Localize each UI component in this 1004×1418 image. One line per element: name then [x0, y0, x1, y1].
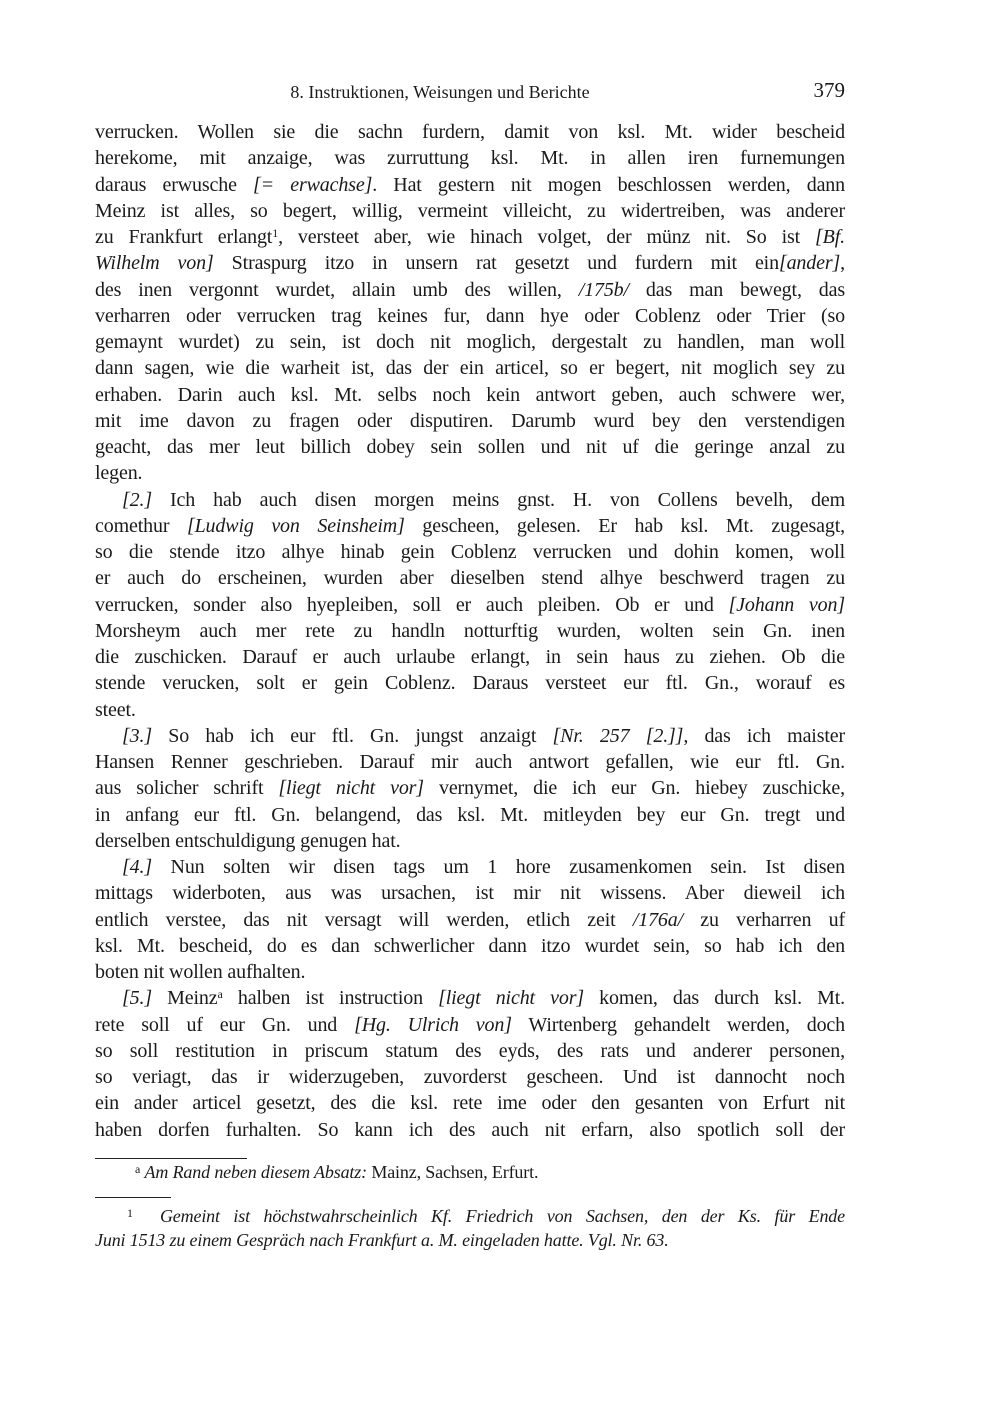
- text-line: [95, 644, 845, 670]
- text-segment: er auch do erscheinen, wurden aber dieselben stend alhye beschwerd tragen zu: [95, 567, 845, 590]
- text-line: [95, 382, 845, 408]
- text-line: [95, 355, 845, 381]
- paragraph: [95, 854, 845, 985]
- text-segment: in anfang eur ftl. Gn. belangend, das ksl. Mt. mitleyden bey eur Gn. tregt und: [95, 803, 845, 826]
- paragraph: [95, 487, 845, 723]
- text-segment: Meinz ist alles, so begert, willig, vermeint villeicht, zu widertreiben, was anderer: [95, 199, 845, 222]
- footnote-text-line: Juni 1513 zu einem Gespräch nach Frankfurt a. M. eingeladen hatte. Vgl. Nr. 63.: [95, 1230, 669, 1250]
- text-line: [95, 1064, 845, 1090]
- text-line: [95, 1012, 845, 1038]
- text-segment: boten nit wollen aufhalten.: [95, 961, 306, 983]
- text-segment: rete soll uf eur Gn. und: [95, 1013, 355, 1036]
- text-line: [95, 172, 845, 198]
- editorial-italic: [= erwachse]: [253, 173, 373, 196]
- text-line: [95, 303, 845, 329]
- text-segment: Morsheym auch mer rete zu handln notturftig wurden, wolten sein Gn. inen: [95, 619, 845, 642]
- editorial-italic: Wilhelm von]: [95, 252, 214, 275]
- editorial-italic: [Johann von]: [728, 593, 845, 616]
- text-segment: mit ime davon zu fragen oder disputiren. Darumb wurd bey den verstendigen: [95, 409, 845, 432]
- footnote-reference: a: [217, 987, 223, 1002]
- footnote-divider-textual: [95, 1158, 247, 1159]
- editorial-italic: /176a/: [632, 908, 684, 931]
- paragraph: [95, 723, 845, 854]
- text-segment: halben ist instruction: [222, 987, 439, 1010]
- editorial-italic: [Nr. 257 [2.]]: [552, 724, 684, 747]
- footnote-marker: 1: [127, 1206, 133, 1220]
- text-line: [95, 434, 845, 460]
- text-line: [95, 539, 845, 565]
- text-line: [95, 224, 845, 250]
- text-line: [95, 959, 845, 985]
- text-line: [95, 618, 845, 644]
- text-segment: verrucken, sonder also hyepleiben, soll er auch pleiben. Ob er und: [95, 593, 729, 616]
- text-segment: ksl. Mt. bescheid, do es dan schwerlicher dann itzo wurdet sein, so hab ich den: [95, 934, 845, 957]
- running-title: 8. Instruktionen, Weisungen und Berichte: [290, 82, 590, 102]
- text-segment: so soll restitution in priscum statum des eyds, des rats und anderer personen,: [95, 1039, 845, 1062]
- text-line: [95, 828, 845, 854]
- text-line: [95, 329, 845, 355]
- editorial-italic: [3.]: [122, 724, 152, 747]
- text-segment: comethur: [95, 514, 187, 537]
- text-line: [95, 775, 845, 801]
- page-number: 379: [813, 78, 845, 102]
- paragraph: [95, 119, 845, 487]
- text-segment: verrucken. Wollen sie die sachn furdern, damit von ksl. Mt. wider bescheid: [95, 121, 845, 143]
- text-segment: aus solicher schrift: [95, 777, 279, 800]
- text-segment: Straspurg itzo in unsern rat gesetzt und furdern mit ein: [213, 252, 779, 275]
- text-segment: derselben entschuldigung genugen hat.: [95, 829, 401, 852]
- footnote-marker: a: [135, 1162, 141, 1176]
- text-segment: daraus erwusche: [95, 173, 254, 196]
- text-segment: geacht, das mer leut billich dobey sein sollen und nit uf die geringe anzal zu: [95, 436, 845, 458]
- editorial-italic: [liegt nicht vor]: [438, 987, 584, 1010]
- text-line: [95, 513, 845, 539]
- text-segment: Ich hab auch disen morgen meins gnst. H. von Collens bevelh, dem: [151, 488, 845, 511]
- editorial-italic: [Hg. Ulrich von]: [354, 1013, 512, 1036]
- text-line: [95, 487, 845, 513]
- text-line: [95, 250, 845, 276]
- footnote-text-line: Gemeint ist höchstwahrscheinlich Kf. Friedrich von Sachsen, den der Ks. für Ende: [159, 1206, 845, 1226]
- text-line: [95, 119, 845, 145]
- text-segment: komen, das durch ksl. Mt.: [583, 987, 845, 1010]
- text-segment: des inen vergonnt wurdet, allain umb des willen,: [95, 278, 579, 301]
- text-segment: stende verucken, solt er gein Coblenz. Daraus versteet eur ftl. Gn., worauf es: [95, 672, 845, 695]
- text-line: [95, 1117, 845, 1143]
- text-segment: Meinz: [151, 987, 218, 1010]
- text-segment: Nun solten wir disen tags um 1 hore zusamenkomen sein. Ist disen: [151, 856, 845, 878]
- text-line: [95, 985, 845, 1011]
- text-line: [95, 749, 845, 775]
- text-segment: zu Frankfurt erlangt: [95, 226, 273, 248]
- footnote-reference: 1: [272, 226, 279, 240]
- page-header: [95, 80, 845, 106]
- text-segment: so die stende itzo alhye hinab gein Coblenz verrucken und dohin komen, woll: [95, 541, 845, 563]
- text-segment: erhaben. Darin auch ksl. Mt. selbs noch kein antwort geben, auch schwere wer,: [95, 383, 845, 406]
- editorial-italic: [Ludwig von Seinsheim]: [186, 514, 405, 537]
- text-line: [95, 1038, 845, 1064]
- text-segment: . Hat gestern nit mogen beschlossen werden, dann: [372, 173, 845, 196]
- text-line: [95, 277, 845, 303]
- footnote-a: [95, 1160, 845, 1184]
- text-line: [95, 592, 845, 618]
- text-line: [95, 145, 845, 171]
- text-line: [95, 198, 845, 224]
- text-segment: gemaynt wurdet) zu sein, ist doch nit moglich, dergestalt zu handlen, man woll: [95, 331, 845, 353]
- footnote-1: [95, 1204, 845, 1252]
- text-segment: ein ander articel gesetzt, des die ksl. rete ime oder den gesanten von Erfurt nit: [95, 1092, 845, 1115]
- text-line: [95, 854, 845, 880]
- main-text: [95, 119, 845, 1143]
- text-segment: dann sagen, wie die warheit ist, das der ein articel, so er begert, nit moglich sey zu: [95, 357, 845, 380]
- text-segment: so veriagt, das ir widerzugeben, zuvorderst gescheen. Und ist dannocht noch: [95, 1066, 845, 1088]
- editorial-italic: [liegt nicht vor]: [278, 777, 424, 800]
- footnote-divider-commentary: [95, 1197, 171, 1198]
- editorial-italic: [4.]: [122, 856, 152, 878]
- footnote-label: Am Rand neben diesem Absatz:: [144, 1162, 367, 1182]
- text-segment: ,: [840, 252, 845, 275]
- text-line: [95, 565, 845, 591]
- editorial-italic: [2.]: [122, 488, 152, 511]
- text-segment: steet.: [95, 698, 136, 721]
- footnote-text: Mainz, Sachsen, Erfurt.: [366, 1162, 539, 1182]
- text-segment: vernymet, die ich eur Gn. hiebey zuschicke,: [423, 777, 846, 800]
- text-line: [95, 670, 845, 696]
- text-line: [95, 907, 845, 933]
- text-line: [95, 408, 845, 434]
- text-line: [95, 1090, 845, 1116]
- text-segment: verharren oder verrucken trag keines fur, dann hye oder Coblenz oder Trier (so: [95, 304, 845, 327]
- text-segment: gescheen, gelesen. Er hab ksl. Mt. zugesagt,: [404, 514, 846, 537]
- text-segment: mittags widerboten, aus was ursachen, ist mir nit wissens. Aber dieweil ich: [95, 882, 845, 905]
- text-segment: haben dorfen furhalten. So kann ich des auch nit erfarn, also spotlich soll der: [95, 1118, 845, 1141]
- text-segment: Wirtenberg gehandelt werden, doch: [511, 1013, 845, 1036]
- text-segment: , das ich maister: [683, 724, 845, 747]
- text-line: [95, 802, 845, 828]
- editorial-italic: [Bf.: [815, 226, 845, 248]
- text-line: [95, 460, 845, 486]
- text-segment: , versteet aber, wie hinach volget, der münz nit. So ist: [278, 226, 816, 248]
- text-segment: das man bewegt, das: [628, 278, 845, 301]
- text-segment: Hansen Renner geschrieben. Darauf mir auch antwort gefallen, wie eur ftl. Gn.: [95, 751, 845, 773]
- text-segment: legen.: [95, 462, 143, 485]
- text-segment: entlich verstee, das nit versagt will werden, etlich zeit: [95, 908, 633, 931]
- text-segment: herekome, mit anzaige, was zurruttung ksl. Mt. in allen iren furnemungen: [95, 147, 845, 170]
- text-line: [95, 697, 845, 723]
- text-segment: die zuschicken. Darauf er auch urlaube erlangt, in sein haus zu ziehen. Ob die: [95, 646, 845, 668]
- text-segment: So hab ich eur ftl. Gn. jungst anzaigt: [151, 724, 553, 747]
- text-segment: zu verharren uf: [683, 908, 845, 931]
- editorial-italic: [5.]: [122, 987, 152, 1010]
- editorial-italic: [ander]: [778, 252, 841, 275]
- text-line: [95, 880, 845, 906]
- text-line: [95, 933, 845, 959]
- editorial-italic: /175b/: [578, 278, 629, 301]
- text-line: [95, 723, 845, 749]
- paragraph: [95, 985, 845, 1143]
